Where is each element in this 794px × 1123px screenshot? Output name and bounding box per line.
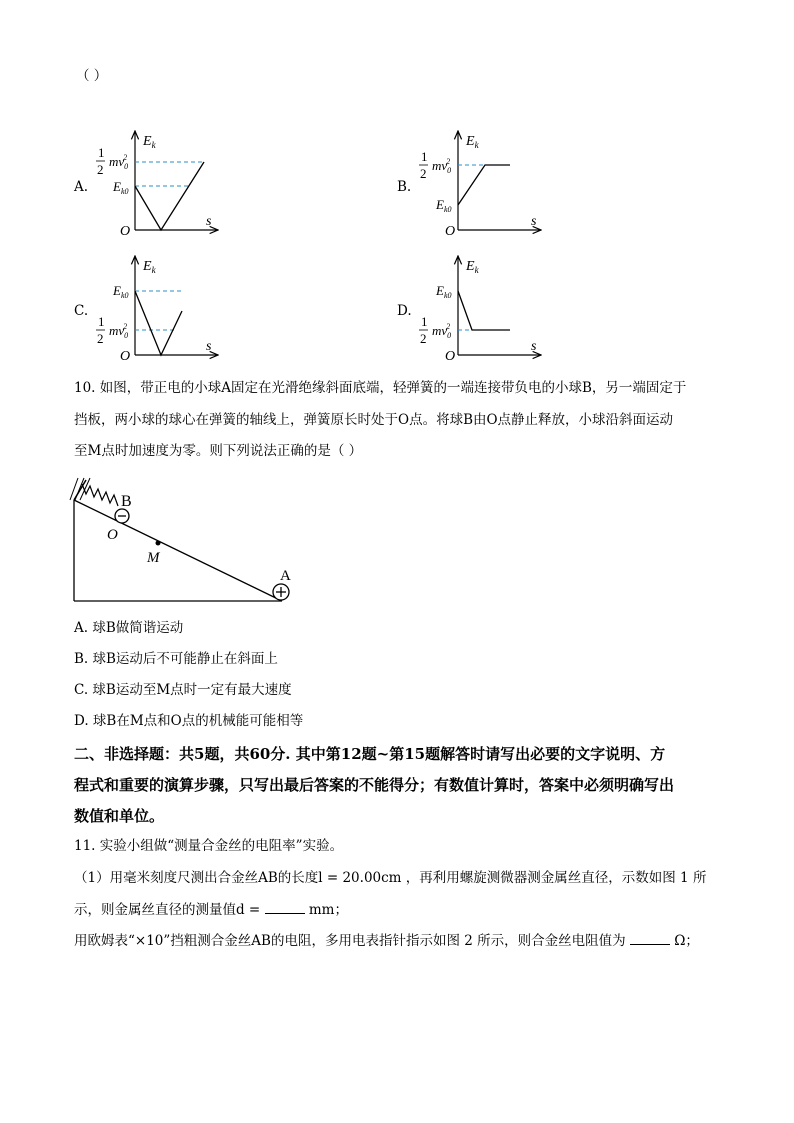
q10-line3: 至M点时加速度为零。则下列说法正确的是（ ） — [74, 443, 363, 459]
fraction-den: 2 — [97, 162, 104, 177]
axis-x-label: s — [531, 339, 537, 354]
axis-x-label: s — [206, 339, 212, 354]
q11-part1-line2 — [74, 899, 348, 920]
ek-curve — [135, 291, 182, 355]
ek0-label: $E_{k0}$ — [436, 283, 452, 300]
ek-curve — [458, 291, 510, 330]
origin-label: O — [120, 224, 131, 239]
mv0-squared: $mv_02$ — [109, 153, 129, 171]
ek0-label: $E_{k0}$ — [113, 283, 129, 300]
graph-d — [413, 250, 553, 365]
ek0-label: $E_{k0}$ — [113, 179, 129, 196]
graph-a — [90, 125, 230, 240]
q11-part2 — [74, 930, 699, 951]
fraction-den: 2 — [420, 331, 427, 346]
incline-figure — [60, 470, 310, 610]
ek-curve — [458, 165, 510, 205]
mv0-squared: $mv_02$ — [432, 157, 452, 175]
q11-part1-line2-post: mm； — [308, 902, 348, 918]
axis-y-label: $E_k$ — [143, 134, 156, 150]
graph-b — [413, 125, 553, 240]
fraction-num: 1 — [421, 314, 428, 329]
axis-x-label: s — [206, 214, 212, 229]
origin-label: O — [120, 349, 131, 364]
section2-line3: 数值和单位。 — [74, 807, 165, 825]
label-b: B — [121, 493, 132, 510]
fraction-num: 1 — [421, 149, 428, 164]
spring — [82, 484, 118, 506]
q11-part2-pre: 用欧姆表“×10”挡粗测合金丝AB的电阻，多用电表指针指示如图 2 所示，则合金丝电阻值为 — [74, 933, 626, 949]
section2-line1: 二、非选择题：共5题，共60分. 其中第12题~第15题解答时请写出必要的文字说明、方 — [74, 745, 666, 763]
axis-x-label: s — [531, 214, 537, 229]
axis-y-label: $E_k$ — [466, 134, 479, 150]
label-a: A — [280, 568, 291, 584]
fraction-den: 2 — [97, 331, 104, 346]
label-o: O — [107, 527, 118, 543]
q11-part1-line2-pre: 示，则金属丝直径的测量值d = — [74, 902, 261, 918]
q10-line1: 10. 如图，带正电的小球A固定在光滑绝缘斜面底端，轻弹簧的一端连接带负电的小球B，另一端固定于 — [74, 380, 687, 396]
origin-label: O — [445, 224, 456, 239]
graph-c — [90, 250, 230, 365]
q11-part1-line1: （1）用毫米刻度尺测出合金丝AB的长度l = 20.00cm ，再利用螺旋测微器测金属丝直径，示数如图 1 所 — [74, 870, 707, 886]
diameter-answer-blank[interactable] — [265, 899, 305, 914]
q10-line2: 挡板，两小球的球心在弹簧的轴线上，弹簧原长时处于O点。将球B由O点静止释放，小球沿斜面运动 — [74, 412, 674, 428]
mv0-squared: $mv_02$ — [432, 322, 452, 340]
q10-option-d: D. 球B在M点和O点的机械能可能相等 — [74, 713, 304, 729]
ek0-label: $E_{k0}$ — [436, 197, 452, 214]
option-b-label: B. — [397, 179, 412, 195]
q11-part2-post: Ω； — [674, 933, 699, 949]
option-d-label: D. — [397, 303, 412, 319]
option-graphs — [0, 125, 794, 365]
incline-slope — [74, 500, 282, 601]
option-a-label: A. — [74, 179, 89, 195]
option-c-label: C. — [74, 303, 89, 319]
label-m: M — [147, 550, 160, 566]
fraction-num: 1 — [98, 145, 105, 160]
q10-option-b: B. 球B运动后不可能静止在斜面上 — [74, 651, 278, 667]
mv0-squared: $mv_02$ — [109, 322, 129, 340]
section2-line2: 程式和重要的演算步骤，只写出最后答案的不能得分；有数值计算时，答案中必须明确写出 — [74, 776, 675, 794]
point-m — [156, 541, 161, 546]
origin-label: O — [445, 349, 456, 364]
axis-y-label: $E_k$ — [143, 259, 156, 275]
fraction-den: 2 — [420, 166, 427, 181]
q10-option-c: C. 球B运动至M点时一定有最大速度 — [74, 682, 292, 698]
q10-option-a: A. 球B做简谐运动 — [74, 620, 184, 636]
fraction-num: 1 — [98, 314, 105, 329]
prev-question-answer-bracket: （ ） — [76, 68, 108, 84]
ek-curve — [135, 162, 204, 230]
resistance-answer-blank[interactable] — [630, 930, 670, 945]
q11-title: 11. 实验小组做“测量合金丝的电阻率”实验。 — [74, 838, 344, 854]
axis-y-label: $E_k$ — [466, 259, 479, 275]
